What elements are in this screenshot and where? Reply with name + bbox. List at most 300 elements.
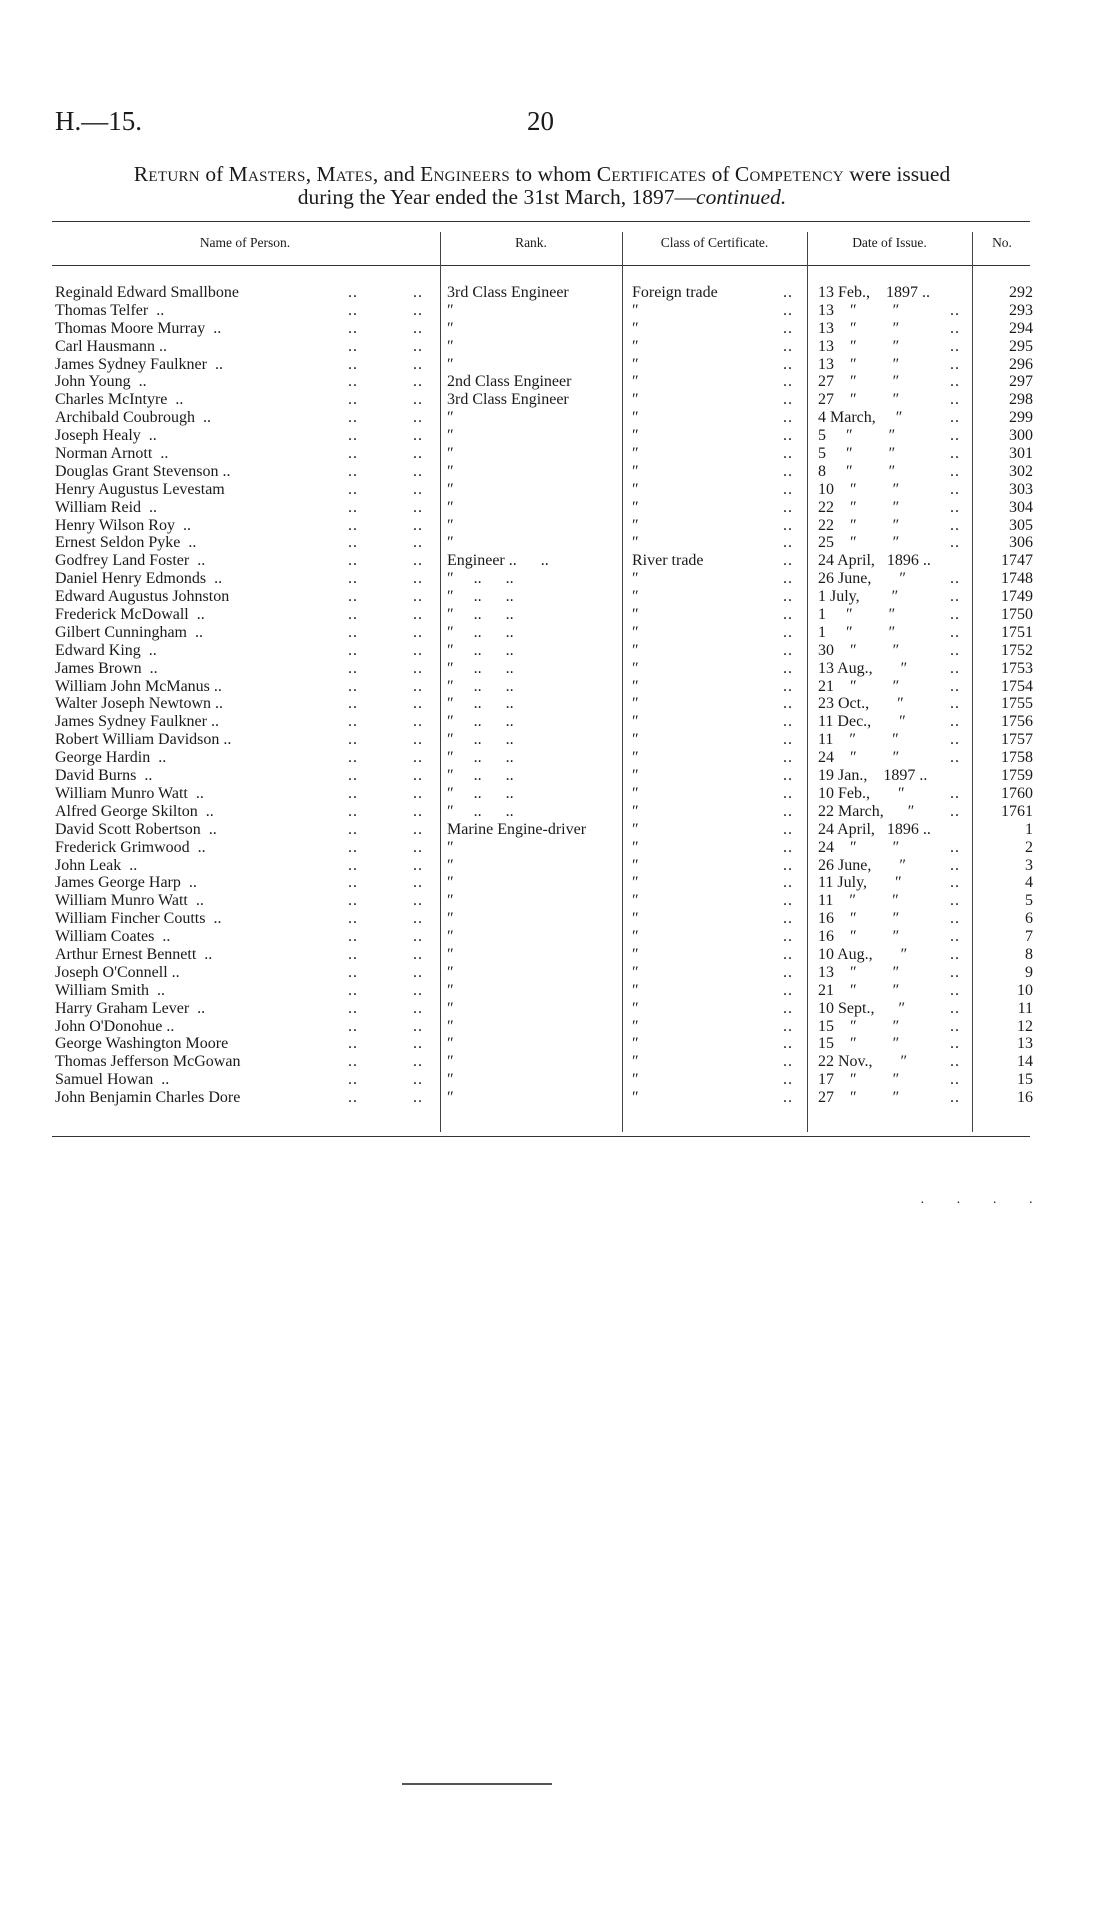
person-name: Joseph Healy ..	[55, 427, 157, 445]
rank-cell: ″ .. ..	[447, 570, 514, 588]
leader-dots: ..	[950, 963, 960, 981]
leader-dots: ..	[348, 409, 358, 427]
leader-dots: ..	[950, 802, 960, 820]
rank-cell: ″ .. ..	[447, 713, 514, 731]
certificate-number: 1760	[1001, 784, 1033, 802]
person-name: George Hardin ..	[55, 749, 167, 767]
class-cell: ″	[632, 588, 639, 606]
leader-dots: ..	[348, 427, 358, 445]
class-cell: ″	[632, 820, 639, 838]
table-row	[0, 588, 1114, 606]
leader-dots: ..	[413, 337, 423, 355]
date-cell: 5 ″ ″	[818, 445, 896, 463]
table-row	[0, 606, 1114, 624]
table-row	[0, 910, 1114, 928]
date-cell: 26 June, ″	[818, 570, 906, 588]
date-cell: 13 ″ ″	[818, 337, 900, 355]
leader-dots: ..	[413, 928, 423, 946]
date-cell: 10 Feb., ″	[818, 784, 905, 802]
person-name: Robert William Davidson ..	[55, 731, 232, 749]
leader-dots: ..	[413, 820, 423, 838]
leader-dots: ..	[348, 319, 358, 337]
person-name: Frederick Grimwood ..	[55, 838, 206, 856]
rank-cell: ″	[447, 981, 454, 999]
leader-dots: ..	[348, 695, 358, 713]
leader-dots: ..	[783, 838, 793, 856]
date-cell: 30 ″ ″	[818, 641, 900, 659]
rank-cell: ″	[447, 337, 454, 355]
certificate-number: 15	[1017, 1071, 1033, 1089]
table-bottom-rule	[52, 1136, 1030, 1137]
date-cell: 27 ″ ″	[818, 373, 900, 391]
rank-cell: ″ .. ..	[447, 767, 514, 785]
certificate-number: 1753	[1001, 659, 1033, 677]
table-row	[0, 982, 1114, 1000]
class-cell: ″	[632, 337, 639, 355]
certificate-number: 9	[1025, 963, 1033, 981]
leader-dots: ..	[348, 534, 358, 552]
leader-dots: ..	[950, 588, 960, 606]
date-cell: 5 ″ ″	[818, 427, 896, 445]
table-row	[0, 1089, 1114, 1107]
leader-dots: ..	[783, 284, 793, 301]
leader-dots: ..	[783, 874, 793, 892]
leader-dots: ..	[950, 1071, 960, 1089]
date-cell: 17 ″ ″	[818, 1071, 900, 1089]
document-reference: H.—15.	[55, 106, 142, 136]
person-name: David Scott Robertson ..	[55, 820, 217, 838]
person-name: Henry Augustus Levestam	[55, 480, 225, 498]
leader-dots: ..	[413, 462, 423, 480]
person-name: Reginald Edward Smallbone	[55, 284, 239, 301]
certificate-number: 1759	[1001, 767, 1033, 785]
date-cell: 10 Sept., ″	[818, 999, 906, 1017]
leader-dots: ..	[950, 874, 960, 892]
leader-dots: ..	[783, 659, 793, 677]
leader-dots: ..	[950, 892, 960, 910]
certificate-number: 1	[1025, 820, 1033, 838]
leader-dots: ..	[783, 1071, 793, 1089]
rank-cell: 3rd Class Engineer	[447, 284, 569, 301]
class-cell: ″	[632, 856, 639, 874]
leader-dots: ..	[348, 445, 358, 463]
certificate-number: 2	[1025, 838, 1033, 856]
class-cell: ″	[632, 963, 639, 981]
table-row	[0, 320, 1114, 338]
leader-dots: ..	[413, 641, 423, 659]
date-cell: 8 ″ ″	[818, 462, 896, 480]
leader-dots: ..	[783, 391, 793, 409]
person-name: Edward Augustus Johnston	[55, 588, 230, 606]
leader-dots: ..	[950, 534, 960, 552]
leader-dots: ..	[348, 570, 358, 588]
leader-dots: ..	[950, 516, 960, 534]
rank-cell: 2nd Class Engineer	[447, 373, 572, 391]
person-name: Thomas Jefferson McGowan	[55, 1053, 241, 1071]
class-cell: ″	[632, 480, 639, 498]
class-cell: ″	[632, 767, 639, 785]
rank-cell: Engineer .. ..	[447, 552, 549, 570]
certificate-number: 11	[1017, 999, 1033, 1017]
person-name: Thomas Moore Murray ..	[55, 319, 222, 337]
page-number: 20	[527, 106, 554, 136]
leader-dots: ..	[348, 516, 358, 534]
table-row	[0, 427, 1114, 445]
leader-dots: ..	[783, 820, 793, 838]
date-cell: 4 March, ″	[818, 409, 903, 427]
date-cell: 15 ″ ″	[818, 1035, 900, 1053]
leader-dots: ..	[348, 355, 358, 373]
leader-dots: ..	[783, 427, 793, 445]
class-cell: ″	[632, 892, 639, 910]
leader-dots: ..	[348, 1071, 358, 1089]
leader-dots: ..	[950, 928, 960, 946]
leader-dots: ..	[413, 677, 423, 695]
table-row	[0, 391, 1114, 409]
rank-cell: ″	[447, 516, 454, 534]
leader-dots: ..	[783, 1035, 793, 1053]
table-row	[0, 695, 1114, 713]
rank-cell: ″	[447, 874, 454, 892]
certificate-number: 294	[1009, 319, 1033, 337]
leader-dots: ..	[413, 355, 423, 373]
class-cell: ″	[632, 659, 639, 677]
header-bottom-rule	[52, 265, 1030, 266]
class-cell: River trade	[632, 552, 704, 570]
leader-dots: ..	[348, 284, 358, 301]
table-row	[0, 767, 1114, 785]
certificate-number: 1757	[1001, 731, 1033, 749]
leader-dots: ..	[783, 1017, 793, 1035]
leader-dots: ..	[348, 552, 358, 570]
leader-dots: ..	[413, 856, 423, 874]
table-row	[0, 1018, 1114, 1036]
rank-cell: ″	[447, 838, 454, 856]
rank-cell: ″	[447, 856, 454, 874]
rank-cell: ″	[447, 910, 454, 928]
leader-dots: ..	[783, 409, 793, 427]
certificate-number: 1752	[1001, 641, 1033, 659]
certificate-number: 1755	[1001, 695, 1033, 713]
leader-dots: ..	[783, 963, 793, 981]
leader-dots: ..	[950, 498, 960, 516]
class-cell: ″	[632, 355, 639, 373]
certificate-number: 306	[1009, 534, 1033, 552]
table-top-rule	[52, 221, 1030, 222]
certificate-number: 296	[1009, 355, 1033, 373]
title-line-2: during the Year ended the 31st March, 1897—continued.	[297, 185, 787, 209]
certificate-number: 16	[1017, 1089, 1033, 1107]
class-cell: ″	[632, 623, 639, 641]
leader-dots: ..	[413, 749, 423, 767]
leader-dots: ..	[348, 910, 358, 928]
leader-dots: ..	[413, 1071, 423, 1089]
leader-dots: ..	[348, 623, 358, 641]
date-cell: 10 Aug., ″	[818, 945, 908, 963]
certificate-number: 13	[1017, 1035, 1033, 1053]
leader-dots: ..	[783, 910, 793, 928]
table-row	[0, 857, 1114, 875]
leader-dots: ..	[348, 820, 358, 838]
leader-dots: ..	[413, 427, 423, 445]
leader-dots: ..	[950, 1017, 960, 1035]
class-cell: ″	[632, 391, 639, 409]
leader-dots: ..	[413, 1089, 423, 1107]
leader-dots: ..	[413, 963, 423, 981]
column-header-name: Name of Person.	[199, 235, 291, 250]
leader-dots: ..	[783, 713, 793, 731]
leader-dots: ..	[783, 301, 793, 319]
certificate-number: 8	[1025, 945, 1033, 963]
table-row	[0, 821, 1114, 839]
date-cell: 10 ″ ″	[818, 480, 900, 498]
certificate-number: 295	[1009, 337, 1033, 355]
column-header-rank: Rank.	[515, 235, 547, 250]
rank-cell: ″	[447, 1017, 454, 1035]
leader-dots: ..	[783, 462, 793, 480]
certificate-number: 302	[1009, 462, 1033, 480]
certificate-number: 305	[1009, 516, 1033, 534]
leader-dots: ..	[783, 767, 793, 785]
leader-dots: ..	[348, 659, 358, 677]
leader-dots: ..	[950, 480, 960, 498]
rank-cell: ″	[447, 1035, 454, 1053]
certificate-number: 303	[1009, 480, 1033, 498]
leader-dots: ..	[783, 516, 793, 534]
leader-dots: ..	[348, 892, 358, 910]
certificate-number: 12	[1017, 1017, 1033, 1035]
person-name: John Leak ..	[55, 856, 138, 874]
class-cell: ″	[632, 838, 639, 856]
leader-dots: ..	[413, 659, 423, 677]
person-name: Harry Graham Lever ..	[55, 999, 206, 1017]
leader-dots: ..	[413, 838, 423, 856]
leader-dots: ..	[950, 373, 960, 391]
leader-dots: ..	[413, 391, 423, 409]
leader-dots: ..	[950, 570, 960, 588]
table-row	[0, 964, 1114, 982]
class-cell: ″	[632, 713, 639, 731]
rank-cell: ″ .. ..	[447, 784, 514, 802]
leader-dots: ..	[783, 1053, 793, 1071]
date-cell: 1 ″ ″	[818, 606, 896, 624]
date-cell: 16 ″ ″	[818, 910, 900, 928]
class-cell: ″	[632, 1089, 639, 1107]
rank-cell: ″ .. ..	[447, 641, 514, 659]
person-name: John Benjamin Charles Dore	[55, 1089, 241, 1107]
leader-dots: ..	[950, 462, 960, 480]
leader-dots: ..	[413, 498, 423, 516]
rank-cell: ″	[447, 301, 454, 319]
column-header-class: Class of Certificate.	[660, 235, 769, 250]
leader-dots: ..	[348, 856, 358, 874]
class-cell: ″	[632, 606, 639, 624]
leader-dots: ..	[413, 802, 423, 820]
leader-dots: ..	[950, 731, 960, 749]
date-cell: 16 ″ ″	[818, 928, 900, 946]
leader-dots: ..	[348, 1053, 358, 1071]
leader-dots: ..	[783, 337, 793, 355]
leader-dots: ..	[950, 445, 960, 463]
leader-dots: ..	[413, 999, 423, 1017]
person-name: Daniel Henry Edmonds ..	[55, 570, 223, 588]
leader-dots: ..	[348, 462, 358, 480]
table-row	[0, 928, 1114, 946]
leader-dots: ..	[413, 784, 423, 802]
class-cell: ″	[632, 1035, 639, 1053]
leader-dots: ..	[950, 749, 960, 767]
table-row	[0, 803, 1114, 821]
leader-dots: ..	[348, 802, 358, 820]
person-name: James Sydney Faulkner ..	[55, 713, 219, 731]
rank-cell: ″	[447, 355, 454, 373]
person-name: John Young ..	[55, 373, 147, 391]
certificate-number: 4	[1025, 874, 1033, 892]
column-header-no: No.	[992, 235, 1012, 250]
leader-dots: ..	[950, 1053, 960, 1071]
leader-dots: ..	[413, 319, 423, 337]
class-cell: ″	[632, 928, 639, 946]
leader-dots: ..	[950, 838, 960, 856]
date-cell: 1 July, ″	[818, 588, 899, 606]
class-cell: Foreign trade	[632, 284, 718, 301]
leader-dots: ..	[413, 1053, 423, 1071]
leader-dots: ..	[413, 373, 423, 391]
leader-dots: ..	[950, 301, 960, 319]
class-cell: ″	[632, 1071, 639, 1089]
class-cell: ″	[632, 784, 639, 802]
class-cell: ″	[632, 981, 639, 999]
class-cell: ″	[632, 945, 639, 963]
table-row	[0, 338, 1114, 356]
leader-dots: ..	[783, 677, 793, 695]
table-row	[0, 946, 1114, 964]
leader-dots: ..	[783, 928, 793, 946]
person-name: Norman Arnott ..	[55, 445, 169, 463]
date-cell: 11 ″ ″	[818, 731, 899, 749]
leader-dots: ..	[950, 409, 960, 427]
leader-dots: ..	[413, 445, 423, 463]
table-row	[0, 499, 1114, 517]
table-row	[0, 284, 1114, 302]
certificate-number: 10	[1017, 981, 1033, 999]
rank-cell: ″	[447, 1071, 454, 1089]
rank-cell: ″	[447, 963, 454, 981]
person-name: Arthur Ernest Bennett ..	[55, 945, 213, 963]
leader-dots: ..	[413, 767, 423, 785]
date-cell: 21 ″ ″	[818, 981, 900, 999]
rank-cell: ″	[447, 480, 454, 498]
class-cell: ″	[632, 427, 639, 445]
person-name: David Burns ..	[55, 767, 153, 785]
leader-dots: ..	[413, 534, 423, 552]
leader-dots: ..	[950, 641, 960, 659]
leader-dots: ..	[413, 713, 423, 731]
leader-dots: ..	[950, 337, 960, 355]
leader-dots: ..	[950, 981, 960, 999]
leader-dots: ..	[348, 337, 358, 355]
person-name: Walter Joseph Newtown ..	[55, 695, 224, 713]
date-cell: 13 ″ ″	[818, 319, 900, 337]
leader-dots: ..	[413, 284, 423, 301]
class-cell: ″	[632, 749, 639, 767]
leader-dots: ..	[783, 498, 793, 516]
date-cell: 26 June, ″	[818, 856, 906, 874]
date-cell: 21 ″ ″	[818, 677, 900, 695]
leader-dots: ..	[348, 767, 358, 785]
leader-dots: ..	[950, 319, 960, 337]
date-cell: 23 Oct., ″	[818, 695, 904, 713]
rank-cell: ″ .. ..	[447, 588, 514, 606]
table-row	[0, 731, 1114, 749]
certificate-number: 293	[1009, 301, 1033, 319]
certificate-number: 298	[1009, 391, 1033, 409]
table-row	[0, 373, 1114, 391]
class-cell: ″	[632, 731, 639, 749]
person-name: Gilbert Cunningham ..	[55, 623, 203, 641]
leader-dots: ..	[348, 713, 358, 731]
leader-dots: ..	[413, 1017, 423, 1035]
closing-rule	[402, 1783, 552, 1785]
title-line-1: Return of Masters, Mates, and Engineers to whom Certificates of Competency were issued	[133, 162, 951, 186]
person-name: James Brown ..	[55, 659, 158, 677]
class-cell: ″	[632, 999, 639, 1017]
table-row	[0, 552, 1114, 570]
leader-dots: ..	[950, 1035, 960, 1053]
leader-dots: ..	[783, 552, 793, 570]
leader-dots: ..	[348, 1017, 358, 1035]
date-cell: 19 Jan., 1897 ..	[818, 767, 928, 785]
table-row	[0, 481, 1114, 499]
class-cell: ″	[632, 570, 639, 588]
person-name: Thomas Telfer ..	[55, 301, 165, 319]
class-cell: ″	[632, 677, 639, 695]
certificate-number: 1749	[1001, 588, 1033, 606]
leader-dots: ..	[348, 838, 358, 856]
rank-cell: ″	[447, 1053, 454, 1071]
leader-dots: ..	[348, 606, 358, 624]
table-row	[0, 356, 1114, 374]
date-cell: 11 July, ″	[818, 874, 902, 892]
certificate-number: 1747	[1001, 552, 1033, 570]
table-row	[0, 409, 1114, 427]
person-name: William Reid ..	[55, 498, 158, 516]
leader-dots: ..	[783, 355, 793, 373]
leader-dots: ..	[783, 856, 793, 874]
leader-dots: ..	[783, 319, 793, 337]
class-cell: ″	[632, 498, 639, 516]
leader-dots: ..	[950, 677, 960, 695]
class-cell: ″	[632, 802, 639, 820]
leader-dots: ..	[413, 570, 423, 588]
leader-dots: ..	[783, 606, 793, 624]
leader-dots: ..	[950, 856, 960, 874]
leader-dots: ..	[950, 910, 960, 928]
leader-dots: ..	[783, 641, 793, 659]
leader-dots: ..	[783, 695, 793, 713]
leader-dots: ..	[348, 749, 358, 767]
person-name: William Munro Watt ..	[55, 784, 204, 802]
leader-dots: ..	[783, 623, 793, 641]
rank-cell: 3rd Class Engineer	[447, 391, 569, 409]
class-cell: ″	[632, 409, 639, 427]
class-cell: ″	[632, 695, 639, 713]
date-cell: 24 April, 1896 ..	[818, 552, 931, 570]
certificate-number: 297	[1009, 373, 1033, 391]
class-cell: ″	[632, 516, 639, 534]
person-name: Alfred George Skilton ..	[55, 802, 214, 820]
date-cell: 22 ″ ″	[818, 498, 900, 516]
